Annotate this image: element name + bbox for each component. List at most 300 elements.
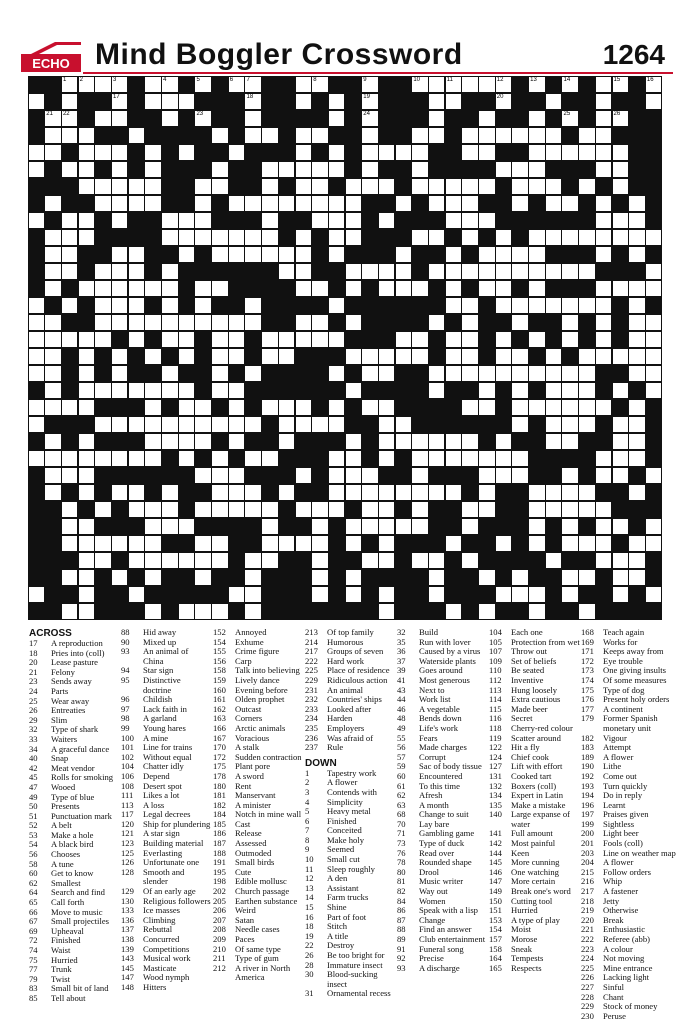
grid-cell[interactable] [162, 315, 177, 331]
grid-cell[interactable] [412, 349, 427, 365]
grid-cell[interactable] [162, 417, 177, 433]
grid-cell[interactable] [245, 502, 260, 518]
grid-cell[interactable] [479, 366, 494, 382]
grid-cell[interactable] [212, 332, 227, 348]
grid-cell[interactable] [145, 570, 160, 586]
grid-cell[interactable] [613, 145, 628, 161]
grid-cell[interactable] [145, 281, 160, 297]
grid-cell[interactable] [179, 417, 194, 433]
grid-cell[interactable] [329, 230, 344, 246]
grid-cell[interactable] [496, 349, 511, 365]
grid-cell[interactable] [512, 383, 527, 399]
grid-cell[interactable] [162, 264, 177, 280]
grid-cell[interactable] [296, 536, 311, 552]
grid-cell[interactable] [579, 383, 594, 399]
grid-cell[interactable] [329, 298, 344, 314]
grid-cell[interactable] [562, 485, 577, 501]
grid-cell[interactable] [579, 536, 594, 552]
grid-cell[interactable] [479, 77, 494, 93]
grid-cell[interactable] [379, 417, 394, 433]
grid-cell[interactable] [546, 145, 561, 161]
grid-cell[interactable] [145, 536, 160, 552]
grid-cell-numbered[interactable] [529, 77, 544, 93]
grid-cell-numbered[interactable] [562, 77, 577, 93]
grid-cell[interactable] [529, 162, 544, 178]
grid-cell[interactable] [162, 230, 177, 246]
grid-cell[interactable] [145, 502, 160, 518]
grid-cell[interactable] [229, 383, 244, 399]
grid-cell[interactable] [529, 264, 544, 280]
grid-cell[interactable] [262, 349, 277, 365]
grid-cell[interactable] [379, 213, 394, 229]
grid-cell[interactable] [596, 332, 611, 348]
grid-cell[interactable] [613, 349, 628, 365]
grid-cell[interactable] [462, 230, 477, 246]
grid-cell[interactable] [262, 502, 277, 518]
grid-cell-numbered[interactable] [79, 77, 94, 93]
grid-cell[interactable] [279, 196, 294, 212]
grid-cell[interactable] [162, 485, 177, 501]
grid-cell[interactable] [546, 553, 561, 569]
grid-cell[interactable] [329, 213, 344, 229]
grid-cell[interactable] [429, 553, 444, 569]
grid-cell[interactable] [546, 383, 561, 399]
grid-cell[interactable] [579, 604, 594, 620]
grid-cell[interactable] [512, 468, 527, 484]
grid-cell[interactable] [479, 111, 494, 127]
grid-cell[interactable] [45, 349, 60, 365]
grid-cell[interactable] [79, 349, 94, 365]
grid-cell[interactable] [512, 451, 527, 467]
grid-cell[interactable] [279, 264, 294, 280]
grid-cell[interactable] [613, 230, 628, 246]
grid-cell[interactable] [446, 604, 461, 620]
grid-cell[interactable] [79, 162, 94, 178]
grid-cell[interactable] [546, 434, 561, 450]
grid-cell[interactable] [512, 298, 527, 314]
grid-cell[interactable] [245, 128, 260, 144]
grid-cell[interactable] [195, 468, 210, 484]
grid-cell[interactable] [462, 179, 477, 195]
grid-cell[interactable] [479, 128, 494, 144]
grid-cell[interactable] [262, 247, 277, 263]
grid-cell[interactable] [162, 111, 177, 127]
grid-cell[interactable] [562, 315, 577, 331]
grid-cell[interactable] [195, 604, 210, 620]
grid-cell[interactable] [613, 570, 628, 586]
grid-cell[interactable] [396, 247, 411, 263]
grid-cell[interactable] [529, 145, 544, 161]
grid-cell[interactable] [279, 332, 294, 348]
grid-cell[interactable] [245, 196, 260, 212]
grid-cell[interactable] [462, 128, 477, 144]
grid-cell[interactable] [596, 111, 611, 127]
grid-cell[interactable] [296, 77, 311, 93]
grid-cell[interactable] [79, 485, 94, 501]
grid-cell[interactable] [446, 247, 461, 263]
grid-cell[interactable] [195, 570, 210, 586]
grid-cell[interactable] [62, 162, 77, 178]
grid-cell[interactable] [162, 383, 177, 399]
grid-cell[interactable] [512, 417, 527, 433]
grid-cell[interactable] [296, 417, 311, 433]
grid-cell[interactable] [179, 349, 194, 365]
grid-cell[interactable] [179, 332, 194, 348]
grid-cell[interactable] [429, 587, 444, 603]
grid-cell[interactable] [446, 536, 461, 552]
grid-cell[interactable] [145, 383, 160, 399]
grid-cell[interactable] [95, 179, 110, 195]
grid-cell[interactable] [346, 196, 361, 212]
grid-cell[interactable] [145, 179, 160, 195]
grid-cell[interactable] [362, 264, 377, 280]
grid-cell[interactable] [29, 94, 44, 110]
grid-cell[interactable] [245, 247, 260, 263]
grid-cell[interactable] [29, 417, 44, 433]
grid-cell[interactable] [329, 451, 344, 467]
grid-cell[interactable] [112, 485, 127, 501]
grid-cell[interactable] [579, 230, 594, 246]
grid-cell[interactable] [329, 417, 344, 433]
grid-cell[interactable] [646, 536, 661, 552]
grid-cell-numbered[interactable] [195, 77, 210, 93]
grid-cell[interactable] [79, 434, 94, 450]
grid-cell[interactable] [613, 553, 628, 569]
grid-cell[interactable] [262, 451, 277, 467]
grid-cell[interactable] [95, 451, 110, 467]
grid-cell[interactable] [429, 315, 444, 331]
grid-cell[interactable] [396, 281, 411, 297]
grid-cell[interactable] [129, 485, 144, 501]
grid-cell[interactable] [546, 485, 561, 501]
grid-cell[interactable] [529, 247, 544, 263]
grid-cell[interactable] [129, 417, 144, 433]
grid-cell[interactable] [462, 315, 477, 331]
grid-cell[interactable] [179, 604, 194, 620]
grid-cell[interactable] [229, 145, 244, 161]
grid-cell[interactable] [145, 349, 160, 365]
grid-cell[interactable] [129, 553, 144, 569]
grid-cell[interactable] [195, 502, 210, 518]
grid-cell[interactable] [212, 366, 227, 382]
grid-cell[interactable] [579, 179, 594, 195]
grid-cell[interactable] [162, 298, 177, 314]
grid-cell[interactable] [179, 94, 194, 110]
grid-cell[interactable] [412, 230, 427, 246]
grid-cell[interactable] [613, 281, 628, 297]
grid-cell[interactable] [496, 434, 511, 450]
grid-cell[interactable] [45, 196, 60, 212]
grid-cell[interactable] [296, 162, 311, 178]
grid-cell[interactable] [562, 298, 577, 314]
grid-cell[interactable] [579, 366, 594, 382]
grid-cell[interactable] [162, 553, 177, 569]
grid-cell[interactable] [496, 162, 511, 178]
grid-cell[interactable] [79, 230, 94, 246]
grid-cell[interactable] [479, 281, 494, 297]
grid-cell[interactable] [229, 315, 244, 331]
grid-cell[interactable] [79, 281, 94, 297]
grid-cell[interactable] [212, 179, 227, 195]
grid-cell[interactable] [179, 434, 194, 450]
grid-cell[interactable] [212, 128, 227, 144]
grid-cell[interactable] [546, 298, 561, 314]
grid-cell[interactable] [412, 281, 427, 297]
grid-cell[interactable] [613, 519, 628, 535]
grid-cell[interactable] [162, 213, 177, 229]
grid-cell[interactable] [496, 281, 511, 297]
grid-cell[interactable] [279, 349, 294, 365]
grid-cell[interactable] [613, 179, 628, 195]
grid-cell[interactable] [262, 162, 277, 178]
grid-cell[interactable] [613, 213, 628, 229]
grid-cell[interactable] [429, 570, 444, 586]
grid-cell[interactable] [129, 264, 144, 280]
grid-cell[interactable] [346, 213, 361, 229]
grid-cell[interactable] [529, 519, 544, 535]
grid-cell[interactable] [362, 162, 377, 178]
grid-cell[interactable] [546, 230, 561, 246]
grid-cell[interactable] [62, 264, 77, 280]
grid-cell[interactable] [195, 536, 210, 552]
grid-cell[interactable] [179, 553, 194, 569]
grid-cell[interactable] [429, 196, 444, 212]
grid-cell[interactable] [296, 281, 311, 297]
grid-cell[interactable] [613, 383, 628, 399]
grid-cell[interactable] [329, 111, 344, 127]
grid-cell[interactable] [279, 400, 294, 416]
grid-cell[interactable] [112, 349, 127, 365]
grid-cell-numbered[interactable] [496, 94, 511, 110]
grid-cell[interactable] [296, 196, 311, 212]
grid-cell[interactable] [496, 247, 511, 263]
grid-cell[interactable] [45, 383, 60, 399]
grid-cell[interactable] [462, 400, 477, 416]
grid-cell[interactable] [179, 247, 194, 263]
grid-cell[interactable] [379, 349, 394, 365]
grid-cell[interactable] [412, 553, 427, 569]
grid-cell[interactable] [112, 570, 127, 586]
grid-cell[interactable] [346, 315, 361, 331]
grid-cell[interactable] [512, 400, 527, 416]
grid-cell[interactable] [396, 196, 411, 212]
grid-cell[interactable] [446, 298, 461, 314]
grid-cell[interactable] [95, 315, 110, 331]
grid-cell[interactable] [479, 451, 494, 467]
grid-cell[interactable] [212, 383, 227, 399]
grid-cell[interactable] [362, 485, 377, 501]
grid-cell[interactable] [579, 502, 594, 518]
grid-cell[interactable] [245, 451, 260, 467]
grid-cell[interactable] [45, 485, 60, 501]
grid-cell[interactable] [596, 553, 611, 569]
grid-cell[interactable] [562, 587, 577, 603]
grid-cell[interactable] [62, 451, 77, 467]
grid-cell-numbered[interactable] [562, 111, 577, 127]
grid-cell[interactable] [145, 604, 160, 620]
grid-cell[interactable] [362, 179, 377, 195]
grid-cell[interactable] [462, 332, 477, 348]
grid-cell[interactable] [195, 281, 210, 297]
grid-cell[interactable] [245, 315, 260, 331]
grid-cell[interactable] [112, 213, 127, 229]
grid-cell[interactable] [596, 94, 611, 110]
grid-cell[interactable] [95, 553, 110, 569]
grid-cell[interactable] [362, 400, 377, 416]
grid-cell[interactable] [29, 162, 44, 178]
grid-cell[interactable] [145, 315, 160, 331]
grid-cell[interactable] [296, 502, 311, 518]
grid-cell[interactable] [546, 94, 561, 110]
grid-cell[interactable] [62, 468, 77, 484]
grid-cell[interactable] [596, 128, 611, 144]
grid-cell[interactable] [379, 502, 394, 518]
grid-cell[interactable] [229, 502, 244, 518]
grid-cell[interactable] [212, 468, 227, 484]
grid-cell[interactable] [195, 298, 210, 314]
grid-cell[interactable] [596, 77, 611, 93]
grid-cell[interactable] [162, 366, 177, 382]
grid-cell-numbered[interactable] [362, 111, 377, 127]
grid-cell[interactable] [362, 145, 377, 161]
grid-cell[interactable] [546, 196, 561, 212]
grid-cell[interactable] [62, 519, 77, 535]
grid-cell[interactable] [429, 434, 444, 450]
grid-cell[interactable] [446, 196, 461, 212]
grid-cell-numbered[interactable] [229, 77, 244, 93]
grid-cell[interactable] [95, 145, 110, 161]
grid-cell[interactable] [396, 485, 411, 501]
grid-cell[interactable] [279, 162, 294, 178]
grid-cell[interactable] [429, 94, 444, 110]
grid-cell[interactable] [429, 366, 444, 382]
grid-cell[interactable] [362, 519, 377, 535]
grid-cell[interactable] [62, 247, 77, 263]
grid-cell[interactable] [95, 111, 110, 127]
grid-cell[interactable] [95, 502, 110, 518]
grid-cell[interactable] [212, 281, 227, 297]
grid-cell[interactable] [296, 315, 311, 331]
grid-cell[interactable] [496, 332, 511, 348]
grid-cell[interactable] [446, 366, 461, 382]
grid-cell[interactable] [629, 349, 644, 365]
grid-cell[interactable] [529, 366, 544, 382]
grid-cell[interactable] [496, 451, 511, 467]
grid-cell[interactable] [446, 264, 461, 280]
grid-cell[interactable] [62, 213, 77, 229]
grid-cell[interactable] [496, 366, 511, 382]
grid-cell[interactable] [45, 247, 60, 263]
grid-cell-numbered[interactable] [195, 111, 210, 127]
grid-cell[interactable] [429, 111, 444, 127]
grid-cell[interactable] [112, 383, 127, 399]
grid-cell[interactable] [629, 570, 644, 586]
grid-cell[interactable] [112, 281, 127, 297]
grid-cell[interactable] [446, 349, 461, 365]
grid-cell[interactable] [629, 366, 644, 382]
grid-cell[interactable] [379, 179, 394, 195]
grid-cell[interactable] [29, 587, 44, 603]
grid-cell[interactable] [296, 332, 311, 348]
grid-cell-numbered[interactable] [312, 77, 327, 93]
grid-cell[interactable] [195, 315, 210, 331]
grid-cell[interactable] [329, 485, 344, 501]
grid-cell[interactable] [129, 332, 144, 348]
grid-cell[interactable] [262, 179, 277, 195]
grid-cell[interactable] [329, 94, 344, 110]
grid-cell[interactable] [429, 179, 444, 195]
grid-cell[interactable] [412, 485, 427, 501]
grid-cell[interactable] [129, 281, 144, 297]
grid-cell[interactable] [346, 179, 361, 195]
grid-cell[interactable] [529, 298, 544, 314]
grid-cell[interactable] [112, 111, 127, 127]
grid-cell[interactable] [629, 332, 644, 348]
grid-cell[interactable] [496, 128, 511, 144]
grid-cell-numbered[interactable] [62, 77, 77, 93]
grid-cell[interactable] [179, 230, 194, 246]
grid-cell[interactable] [446, 332, 461, 348]
grid-cell[interactable] [362, 502, 377, 518]
grid-cell[interactable] [446, 94, 461, 110]
grid-cell[interactable] [195, 213, 210, 229]
grid-cell[interactable] [596, 349, 611, 365]
grid-cell[interactable] [529, 502, 544, 518]
grid-cell[interactable] [546, 128, 561, 144]
grid-cell[interactable] [579, 128, 594, 144]
grid-cell-numbered[interactable] [362, 77, 377, 93]
grid-cell[interactable] [562, 417, 577, 433]
grid-cell[interactable] [245, 570, 260, 586]
grid-cell[interactable] [79, 179, 94, 195]
grid-cell[interactable] [462, 434, 477, 450]
grid-cell[interactable] [212, 604, 227, 620]
grid-cell[interactable] [262, 196, 277, 212]
grid-cell[interactable] [129, 383, 144, 399]
grid-cell[interactable] [579, 145, 594, 161]
grid-cell[interactable] [129, 179, 144, 195]
grid-cell[interactable] [462, 519, 477, 535]
grid-cell[interactable] [479, 400, 494, 416]
grid-cell[interactable] [479, 570, 494, 586]
grid-cell[interactable] [512, 366, 527, 382]
grid-cell[interactable] [129, 536, 144, 552]
grid-cell[interactable] [95, 196, 110, 212]
grid-cell[interactable] [629, 298, 644, 314]
grid-cell[interactable] [412, 145, 427, 161]
grid-cell[interactable] [512, 196, 527, 212]
grid-cell[interactable] [45, 230, 60, 246]
grid-cell-numbered[interactable] [245, 77, 260, 93]
grid-cell[interactable] [179, 383, 194, 399]
grid-cell[interactable] [195, 417, 210, 433]
grid-cell[interactable] [229, 196, 244, 212]
grid-cell[interactable] [446, 434, 461, 450]
grid-cell[interactable] [62, 604, 77, 620]
grid-cell[interactable] [379, 587, 394, 603]
grid-cell[interactable] [346, 264, 361, 280]
grid-cell[interactable] [429, 451, 444, 467]
grid-cell[interactable] [62, 332, 77, 348]
grid-cell[interactable] [62, 502, 77, 518]
grid-cell[interactable] [396, 264, 411, 280]
grid-cell[interactable] [562, 434, 577, 450]
grid-cell[interactable] [496, 264, 511, 280]
grid-cell[interactable] [579, 417, 594, 433]
grid-cell[interactable] [29, 366, 44, 382]
grid-cell[interactable] [529, 332, 544, 348]
grid-cell[interactable] [279, 434, 294, 450]
